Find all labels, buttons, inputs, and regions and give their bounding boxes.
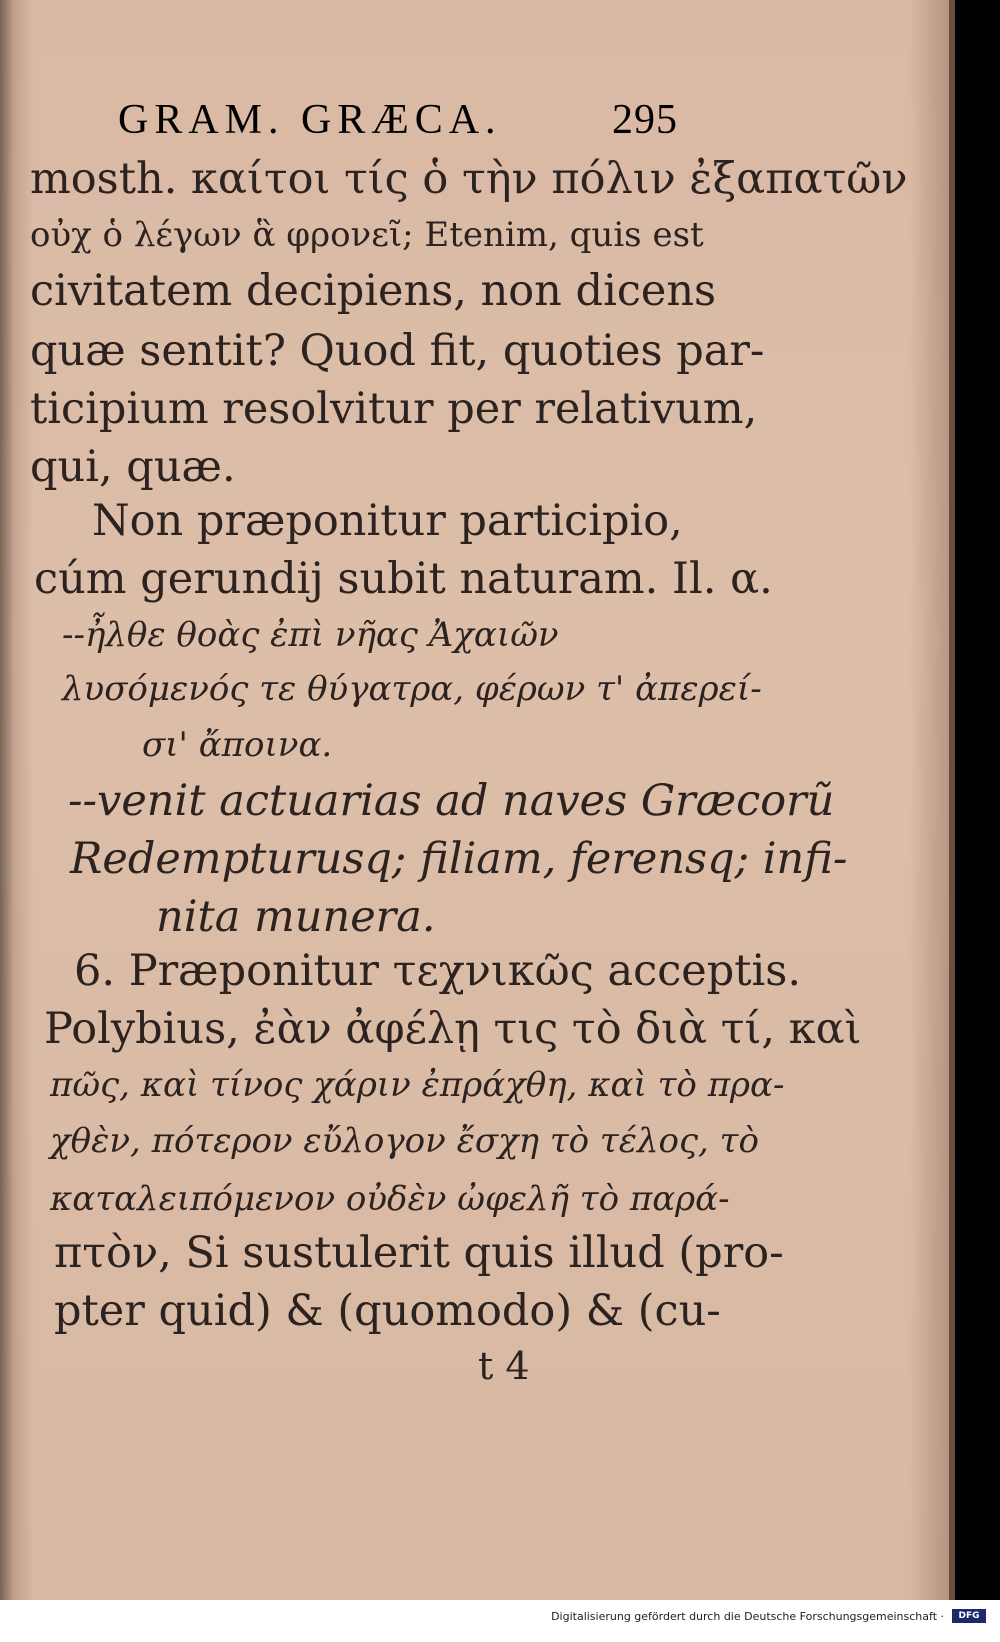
text-line: nita munera. [156, 892, 436, 942]
running-head: GRAM. GRÆCA. [118, 97, 502, 143]
text-line: χθὲν, πότερον εὔλογον ἔσχη τὸ τέλος, τὸ [50, 1121, 759, 1161]
text-line: καταλειπόμενον οὐδὲν ὠφελῆ τὸ παρά- [50, 1179, 730, 1219]
text-line: mosth. καίτοι τίς ὁ τὴν πόλιν ἐξαπατῶν [30, 154, 908, 204]
text-line: λυσόμενός τε θύγατρα, φέρων τ' ἀπερεί- [62, 669, 762, 709]
running-header [118, 96, 678, 144]
text-line: cúm gerundij subit naturam. Il. α. [34, 554, 773, 604]
text-line: Polybius, ἐὰν ἀφέλῃ τις τὸ διὰ τί, καὶ [44, 1004, 862, 1054]
text-line: πῶς, καὶ τίνος χάριν ἐπράχθη, καὶ τὸ πρα- [50, 1065, 785, 1105]
text-line: qui, quæ. [30, 442, 236, 492]
footer-bar [0, 1600, 1000, 1642]
dfg-logo: DFG [952, 1609, 986, 1623]
text-line: civitatem decipiens, non dicens [30, 266, 717, 316]
text-line: ticipium resolvitur per relativum, [30, 384, 758, 434]
page-number: 295 [612, 97, 678, 143]
text-line: οὐχ ὁ λέγων ἃ φρονεῖ; Etenim, quis est [30, 215, 704, 255]
text-line: --ἦλθε θοὰς ἐπὶ νῆας Ἀχαιῶν [62, 615, 559, 655]
text-line: Redempturusq; filiam, ferensq; infi- [70, 834, 848, 884]
text-line: --venit actuarias ad naves Græcorũ [68, 776, 835, 826]
text-line: 6. Præponitur τεχνικῶς acceptis. [74, 946, 802, 996]
text-line: πτὸν, Si sustulerit quis illud (pro- [54, 1228, 784, 1278]
funding-credit: Digitalisierung gefördert durch die Deutsche Forschungsgemeinschaft · [551, 1610, 944, 1623]
text-line: σι' ἄποινα. [142, 725, 333, 765]
text-line: pter quid) & (quomodo) & (cu- [54, 1286, 721, 1336]
signature-mark: t 4 [478, 1344, 530, 1388]
text-line: Non præponitur participio, [92, 496, 683, 546]
text-line: quæ sentit? Quod fit, quoties par- [30, 326, 765, 376]
